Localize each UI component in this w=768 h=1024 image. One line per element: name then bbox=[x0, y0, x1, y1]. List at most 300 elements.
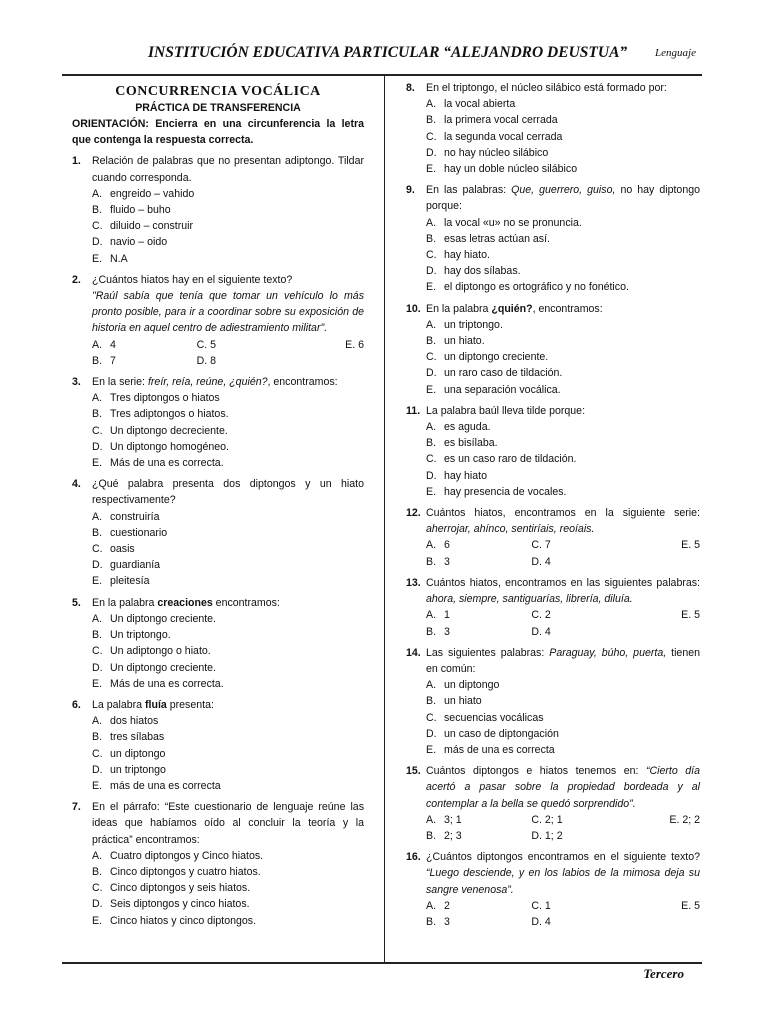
option-letter: B. bbox=[92, 731, 103, 744]
option-letter: C. 1 bbox=[531, 899, 551, 912]
option-letter: A. bbox=[426, 539, 437, 552]
option-letter: B. bbox=[426, 695, 437, 708]
question-text bbox=[426, 301, 700, 317]
option-letter: D. bbox=[92, 898, 103, 911]
option-letter: D. 4 bbox=[531, 915, 551, 928]
question-text bbox=[426, 849, 700, 898]
footer-rule bbox=[62, 962, 702, 964]
question-stem-end: tienen en común: bbox=[426, 646, 700, 675]
question-body bbox=[92, 272, 364, 369]
right-column bbox=[406, 80, 700, 930]
answer-option bbox=[426, 451, 700, 467]
option-letter: C. bbox=[426, 351, 437, 364]
answer-option bbox=[92, 234, 364, 250]
answer-option bbox=[92, 896, 364, 912]
question-stem: Cuántos diptongos e hiatos tenemos en: bbox=[426, 765, 646, 778]
option-letter: A. bbox=[426, 318, 437, 331]
option-letter: B. bbox=[426, 915, 437, 928]
option-letter: D. bbox=[426, 727, 437, 740]
question-body bbox=[92, 153, 364, 266]
question-stem-end: , encontramos: bbox=[267, 376, 338, 389]
answer-option bbox=[92, 406, 364, 422]
option-text: construiría bbox=[110, 510, 160, 523]
answer-option bbox=[426, 726, 700, 742]
option-letter: C. bbox=[92, 220, 103, 233]
option-letter: B. bbox=[92, 354, 103, 367]
option-letter: A. bbox=[426, 98, 437, 111]
answer-option bbox=[92, 353, 197, 369]
option-text: Tres adiptongos o hiatos. bbox=[110, 408, 229, 421]
question-examples: aherrojar, ahínco, sentiríais, reoíais. bbox=[426, 523, 595, 536]
question-text bbox=[92, 697, 364, 713]
option-text: Tres diptongos o hiatos bbox=[110, 392, 220, 405]
question-number: 13. bbox=[406, 576, 421, 589]
option-text: es bisílaba. bbox=[444, 437, 498, 450]
answer-option bbox=[426, 435, 700, 451]
option-text: Más de una es correcta. bbox=[110, 677, 224, 690]
option-letter: D. bbox=[426, 265, 437, 278]
answer-options-grid bbox=[426, 607, 700, 639]
answer-options-grid bbox=[426, 898, 700, 930]
question-examples: Paraguay, búho, puerta, bbox=[549, 646, 667, 659]
answer-option bbox=[92, 913, 364, 929]
option-text: la vocal «u» no se pronuncia. bbox=[444, 216, 582, 229]
question-number: 2. bbox=[72, 273, 81, 286]
answer-option bbox=[426, 742, 700, 758]
question-9 bbox=[406, 182, 700, 295]
option-letter: E. bbox=[92, 457, 103, 470]
option-letter: A. bbox=[426, 679, 437, 692]
answer-options-grid bbox=[92, 337, 364, 369]
question-number: 12. bbox=[406, 507, 421, 520]
answer-option bbox=[92, 848, 364, 864]
question-body bbox=[92, 595, 364, 692]
answer-option bbox=[426, 129, 700, 145]
option-text: cuestionario bbox=[110, 526, 168, 539]
option-letter: E. bbox=[426, 743, 437, 756]
option-text: hay presencia de vocales. bbox=[444, 485, 567, 498]
option-letter: E. bbox=[92, 252, 103, 265]
option-letter: E. bbox=[92, 914, 103, 927]
option-text: un hiato. bbox=[444, 335, 485, 348]
question-10 bbox=[406, 301, 700, 398]
question-text bbox=[426, 575, 700, 607]
option-letter: E. 5 bbox=[681, 899, 700, 912]
option-letter: B. bbox=[426, 829, 437, 842]
option-letter: E. bbox=[92, 779, 103, 792]
question-text bbox=[426, 182, 700, 214]
option-letter: B. bbox=[426, 335, 437, 348]
answer-option bbox=[426, 710, 700, 726]
question-8 bbox=[406, 80, 700, 177]
answer-option bbox=[92, 390, 364, 406]
answer-option bbox=[92, 186, 364, 202]
answer-option bbox=[426, 554, 531, 570]
answer-option bbox=[92, 251, 364, 267]
option-text: Más de una es correcta. bbox=[110, 457, 224, 470]
option-letter: E. 6 bbox=[345, 338, 364, 351]
question-5 bbox=[72, 595, 364, 692]
answer-option bbox=[637, 537, 700, 553]
question-number: 4. bbox=[72, 478, 81, 491]
option-text: 2 bbox=[444, 899, 450, 912]
answer-option bbox=[637, 812, 700, 828]
option-text: un triptongo. bbox=[444, 318, 503, 331]
option-letter: A. bbox=[426, 899, 437, 912]
option-text: la segunda vocal cerrada bbox=[444, 130, 563, 143]
option-text: el diptongo es ortográfico y no fonético. bbox=[444, 281, 629, 294]
answer-option bbox=[92, 643, 364, 659]
question-number: 14. bbox=[406, 646, 421, 659]
option-text: diluido – construir bbox=[110, 220, 194, 233]
answer-option bbox=[531, 607, 636, 623]
question-text bbox=[92, 476, 364, 508]
question-stem-end: encontramos: bbox=[212, 596, 280, 609]
answer-option bbox=[426, 382, 700, 398]
option-letter: A. bbox=[92, 392, 103, 405]
option-text: más de una es correcta bbox=[444, 743, 555, 756]
option-letter: B. bbox=[426, 625, 437, 638]
question-number: 7. bbox=[72, 801, 81, 814]
answer-option bbox=[426, 419, 700, 435]
answer-option bbox=[426, 607, 531, 623]
question-examples: freír, reía, reúne, ¿quién? bbox=[147, 376, 268, 389]
question-15 bbox=[406, 763, 700, 844]
option-letter: D. bbox=[92, 236, 103, 249]
option-text: esas letras actúan así. bbox=[444, 232, 550, 245]
question-text bbox=[426, 403, 700, 419]
answer-option bbox=[426, 812, 531, 828]
question-number: 9. bbox=[406, 184, 415, 197]
answer-option bbox=[531, 898, 636, 914]
answer-option bbox=[301, 337, 364, 353]
subject-label: Lenguaje bbox=[655, 47, 696, 59]
option-letter: C. 7 bbox=[531, 539, 551, 552]
answer-option bbox=[92, 439, 364, 455]
question-text bbox=[426, 763, 700, 812]
question-number: 3. bbox=[72, 376, 81, 389]
question-16 bbox=[406, 849, 700, 930]
answer-option bbox=[531, 914, 636, 930]
worksheet-title: CONCURRENCIA VOCÁLICA bbox=[115, 84, 321, 99]
answer-option bbox=[92, 627, 364, 643]
option-letter: D. bbox=[92, 440, 103, 453]
question-number: 16. bbox=[406, 851, 421, 864]
option-text: fluido – buho bbox=[110, 204, 171, 217]
answer-option bbox=[92, 337, 197, 353]
answer-option bbox=[92, 864, 364, 880]
question-stem: Relación de palabras que no presentan adiptongo. Tildar cuando corresponda. bbox=[92, 155, 364, 184]
option-letter: A. bbox=[92, 715, 103, 728]
question-body bbox=[426, 849, 700, 930]
question-quote: "Raúl sabía que tenía que tomar un vehículo lo más pronto posible, para ir a coordinar sobre su exposición de historia en aquel centro de adiestramiento militar". bbox=[92, 290, 364, 335]
question-12 bbox=[406, 505, 700, 570]
answer-option bbox=[92, 762, 364, 778]
option-letter: C. bbox=[92, 747, 103, 760]
answer-option bbox=[426, 96, 700, 112]
question-1 bbox=[72, 153, 364, 266]
answer-options-grid bbox=[426, 812, 700, 844]
answer-option bbox=[426, 145, 700, 161]
option-text: 2; 3 bbox=[444, 829, 462, 842]
option-letter: A. bbox=[92, 612, 103, 625]
option-letter: D. bbox=[92, 661, 103, 674]
question-number: 5. bbox=[72, 596, 81, 609]
question-body bbox=[92, 697, 364, 794]
option-letter: E. 2; 2 bbox=[669, 813, 700, 826]
option-letter: B. bbox=[426, 232, 437, 245]
option-text: un diptongo bbox=[444, 679, 500, 692]
option-letter: C. bbox=[92, 543, 103, 556]
option-letter: A. bbox=[92, 849, 103, 862]
option-text: la vocal abierta bbox=[444, 98, 516, 111]
question-7 bbox=[72, 799, 364, 929]
option-letter: D. bbox=[426, 367, 437, 380]
option-text: Cinco diptongos y seis hiatos. bbox=[110, 882, 251, 895]
option-letter: C. bbox=[92, 645, 103, 658]
option-text: 3 bbox=[444, 625, 450, 638]
question-stem: En el triptongo, el núcleo silábico está formado por: bbox=[426, 82, 667, 94]
question-body bbox=[426, 645, 700, 758]
option-text: 3 bbox=[444, 555, 450, 568]
question-text bbox=[426, 80, 700, 96]
question-stem: La palabra baúl lleva tilde porque: bbox=[426, 404, 586, 417]
option-letter: C. bbox=[426, 453, 437, 466]
question-body bbox=[92, 799, 364, 929]
option-text: engreido – vahido bbox=[110, 187, 195, 200]
option-letter: A. bbox=[92, 187, 103, 200]
answer-option bbox=[92, 202, 364, 218]
option-text: oasis bbox=[110, 543, 135, 556]
question-6 bbox=[72, 697, 364, 794]
question-stem: Cuántos hiatos, encontramos en la siguiente serie: bbox=[426, 507, 700, 520]
question-examples: ahora, siempre, santiguarías, librería, diluía. bbox=[426, 593, 633, 606]
question-number: 15. bbox=[406, 765, 421, 778]
question-stem: En la serie: bbox=[92, 376, 148, 389]
option-text: un caso de diptongación bbox=[444, 727, 559, 740]
option-letter: D. bbox=[426, 146, 437, 159]
option-text: 4 bbox=[110, 338, 116, 351]
question-examples: “Luego desciende, y en los labios de la mimosa deja su sangre venenosa”. bbox=[426, 867, 700, 896]
answer-option bbox=[426, 112, 700, 128]
answer-option bbox=[426, 484, 700, 500]
question-stem: En la palabra bbox=[426, 302, 492, 315]
question-body bbox=[426, 403, 700, 500]
answer-option bbox=[92, 509, 364, 525]
question-examples: “Cierto día acertó a pasar sobre la propiedad bordeada y al contemplar a la bella se quedó sorprendido”. bbox=[426, 765, 700, 810]
question-stem: En las palabras: bbox=[426, 184, 512, 197]
answer-option bbox=[92, 541, 364, 557]
answer-option bbox=[92, 573, 364, 589]
question-number: 1. bbox=[72, 155, 81, 168]
question-keyword: fluía bbox=[145, 698, 167, 711]
option-text: Un diptongo decreciente. bbox=[110, 424, 228, 437]
question-stem: En la palabra bbox=[92, 596, 158, 609]
option-text: Cinco hiatos y cinco diptongos. bbox=[110, 914, 257, 927]
question-text bbox=[426, 505, 700, 537]
option-letter: D. bbox=[92, 559, 103, 572]
option-letter: B. bbox=[92, 629, 103, 642]
question-body bbox=[92, 476, 364, 589]
option-letter: E. bbox=[426, 485, 437, 498]
grade-label: Tercero bbox=[643, 966, 684, 981]
left-column bbox=[72, 80, 364, 929]
option-letter: E. bbox=[426, 281, 437, 294]
question-stem: Las siguientes palabras: bbox=[426, 646, 550, 659]
option-letter: C. 2; 1 bbox=[531, 813, 563, 826]
option-letter: C. bbox=[426, 711, 437, 724]
question-text bbox=[92, 595, 364, 611]
option-text: Seis diptongos y cinco hiatos. bbox=[110, 898, 250, 911]
option-letter: B. bbox=[92, 865, 103, 878]
option-letter: D. 4 bbox=[531, 625, 551, 638]
option-text: navio – oido bbox=[110, 236, 168, 249]
question-number: 8. bbox=[406, 82, 415, 94]
answer-option bbox=[426, 279, 700, 295]
right-questions bbox=[406, 80, 700, 930]
answer-option bbox=[92, 455, 364, 471]
question-4 bbox=[72, 476, 364, 589]
answer-option bbox=[531, 812, 636, 828]
question-11 bbox=[406, 403, 700, 500]
option-text: Cinco diptongos y cuatro hiatos. bbox=[110, 865, 261, 878]
answer-option bbox=[92, 746, 364, 762]
question-stem: ¿Cuántos hiatos hay en el siguiente texto? bbox=[92, 273, 293, 286]
option-letter: E. bbox=[92, 575, 103, 588]
option-text: no hay núcleo silábico bbox=[444, 146, 549, 159]
answer-option bbox=[426, 624, 531, 640]
option-letter: A. bbox=[92, 338, 103, 351]
option-text: 7 bbox=[110, 354, 116, 367]
question-13 bbox=[406, 575, 700, 640]
option-text: hay dos sílabas. bbox=[444, 265, 521, 278]
option-letter: A. bbox=[92, 510, 103, 523]
option-text: Cuatro diptongos y Cinco hiatos. bbox=[110, 849, 264, 862]
question-text bbox=[92, 272, 364, 288]
option-text: Un diptongo homogéneo. bbox=[110, 440, 229, 453]
orientation-text: ORIENTACIÓN: Encierra en una circunferencia la letra que contenga la respuesta correcta. bbox=[72, 118, 364, 147]
answer-option bbox=[197, 353, 302, 369]
option-letter: C. bbox=[92, 882, 103, 895]
question-body bbox=[426, 763, 700, 844]
option-letter: C. bbox=[92, 424, 103, 437]
option-text: pleitesía bbox=[110, 575, 150, 588]
option-letter: E. bbox=[92, 677, 103, 690]
worksheet-subtitle: PRÁCTICA DE TRANSFERENCIA bbox=[135, 102, 301, 114]
answer-option bbox=[426, 693, 700, 709]
question-stem: En el párrafo: “Este cuestionario de lenguaje reúne las ideas que habíamos oído al concluir la teoría y la práctica” encontramos: bbox=[92, 801, 364, 846]
answer-option bbox=[92, 611, 364, 627]
answer-option bbox=[92, 778, 364, 794]
question-stem-end: , encontramos: bbox=[532, 302, 603, 315]
option-letter: C. bbox=[426, 130, 437, 143]
option-text: hay un doble núcleo silábico bbox=[444, 163, 578, 176]
option-text: más de una es correcta bbox=[110, 779, 221, 792]
answer-option bbox=[92, 218, 364, 234]
option-text: Un triptongo. bbox=[110, 629, 171, 642]
answer-option bbox=[426, 263, 700, 279]
option-text: hay hiato bbox=[444, 469, 487, 482]
option-text: Un diptongo creciente. bbox=[110, 661, 217, 674]
answer-option bbox=[92, 676, 364, 692]
question-text bbox=[92, 799, 364, 848]
option-text: la primera vocal cerrada bbox=[444, 114, 558, 127]
answer-option bbox=[531, 828, 636, 844]
answer-option bbox=[92, 423, 364, 439]
option-letter: B. bbox=[92, 526, 103, 539]
question-text bbox=[92, 374, 364, 390]
answer-option bbox=[92, 525, 364, 541]
answer-option bbox=[197, 337, 302, 353]
question-number: 10. bbox=[406, 302, 421, 315]
option-text: 3; 1 bbox=[444, 813, 462, 826]
option-text: tres sílabas bbox=[110, 731, 165, 744]
answer-option bbox=[426, 537, 531, 553]
option-letter: B. bbox=[426, 555, 437, 568]
answer-option bbox=[426, 677, 700, 693]
option-letter: C. bbox=[426, 249, 437, 262]
answer-options-grid bbox=[426, 537, 700, 569]
option-text: un diptongo creciente. bbox=[444, 351, 549, 364]
option-letter: E. bbox=[426, 383, 437, 396]
answer-option bbox=[426, 231, 700, 247]
question-text bbox=[426, 645, 700, 677]
answer-option bbox=[92, 880, 364, 896]
option-letter: C. 5 bbox=[196, 338, 217, 351]
option-text: un hiato bbox=[444, 695, 482, 708]
option-letter: A. bbox=[426, 421, 437, 434]
column-divider bbox=[384, 76, 385, 962]
option-letter: D. 1; 2 bbox=[531, 829, 563, 842]
option-letter: D. bbox=[92, 763, 103, 776]
option-letter: B. bbox=[426, 114, 437, 127]
option-letter: A. bbox=[426, 609, 437, 622]
answer-option bbox=[531, 554, 636, 570]
option-text: dos hiatos bbox=[110, 715, 159, 728]
answer-option bbox=[637, 898, 700, 914]
option-text: es aguda. bbox=[444, 421, 491, 434]
question-14 bbox=[406, 645, 700, 758]
option-letter: A. bbox=[426, 813, 437, 826]
option-text: un triptongo bbox=[110, 763, 166, 776]
question-stem: La palabra bbox=[92, 698, 146, 711]
answer-option bbox=[426, 317, 700, 333]
option-text: 3 bbox=[444, 915, 450, 928]
answer-option bbox=[426, 247, 700, 263]
option-letter: C. 2 bbox=[531, 609, 551, 622]
answer-option bbox=[92, 660, 364, 676]
option-text: Un adiptongo o hiato. bbox=[110, 645, 211, 658]
question-body bbox=[426, 505, 700, 570]
option-text: hay hiato. bbox=[444, 249, 490, 262]
option-text: N.A bbox=[110, 252, 128, 265]
option-letter: D. bbox=[426, 469, 437, 482]
question-keyword: creaciones bbox=[157, 596, 213, 609]
option-letter: B. bbox=[426, 437, 437, 450]
left-questions bbox=[72, 153, 364, 928]
question-body bbox=[426, 575, 700, 640]
answer-option bbox=[531, 624, 636, 640]
question-stem-end: presenta: bbox=[166, 698, 214, 711]
answer-option bbox=[426, 914, 531, 930]
answer-option bbox=[426, 468, 700, 484]
option-letter: E. bbox=[426, 163, 437, 176]
answer-option bbox=[426, 365, 700, 381]
option-letter: D. 4 bbox=[531, 555, 551, 568]
answer-option bbox=[426, 333, 700, 349]
question-keyword: ¿quién? bbox=[491, 302, 533, 315]
question-body bbox=[92, 374, 364, 471]
